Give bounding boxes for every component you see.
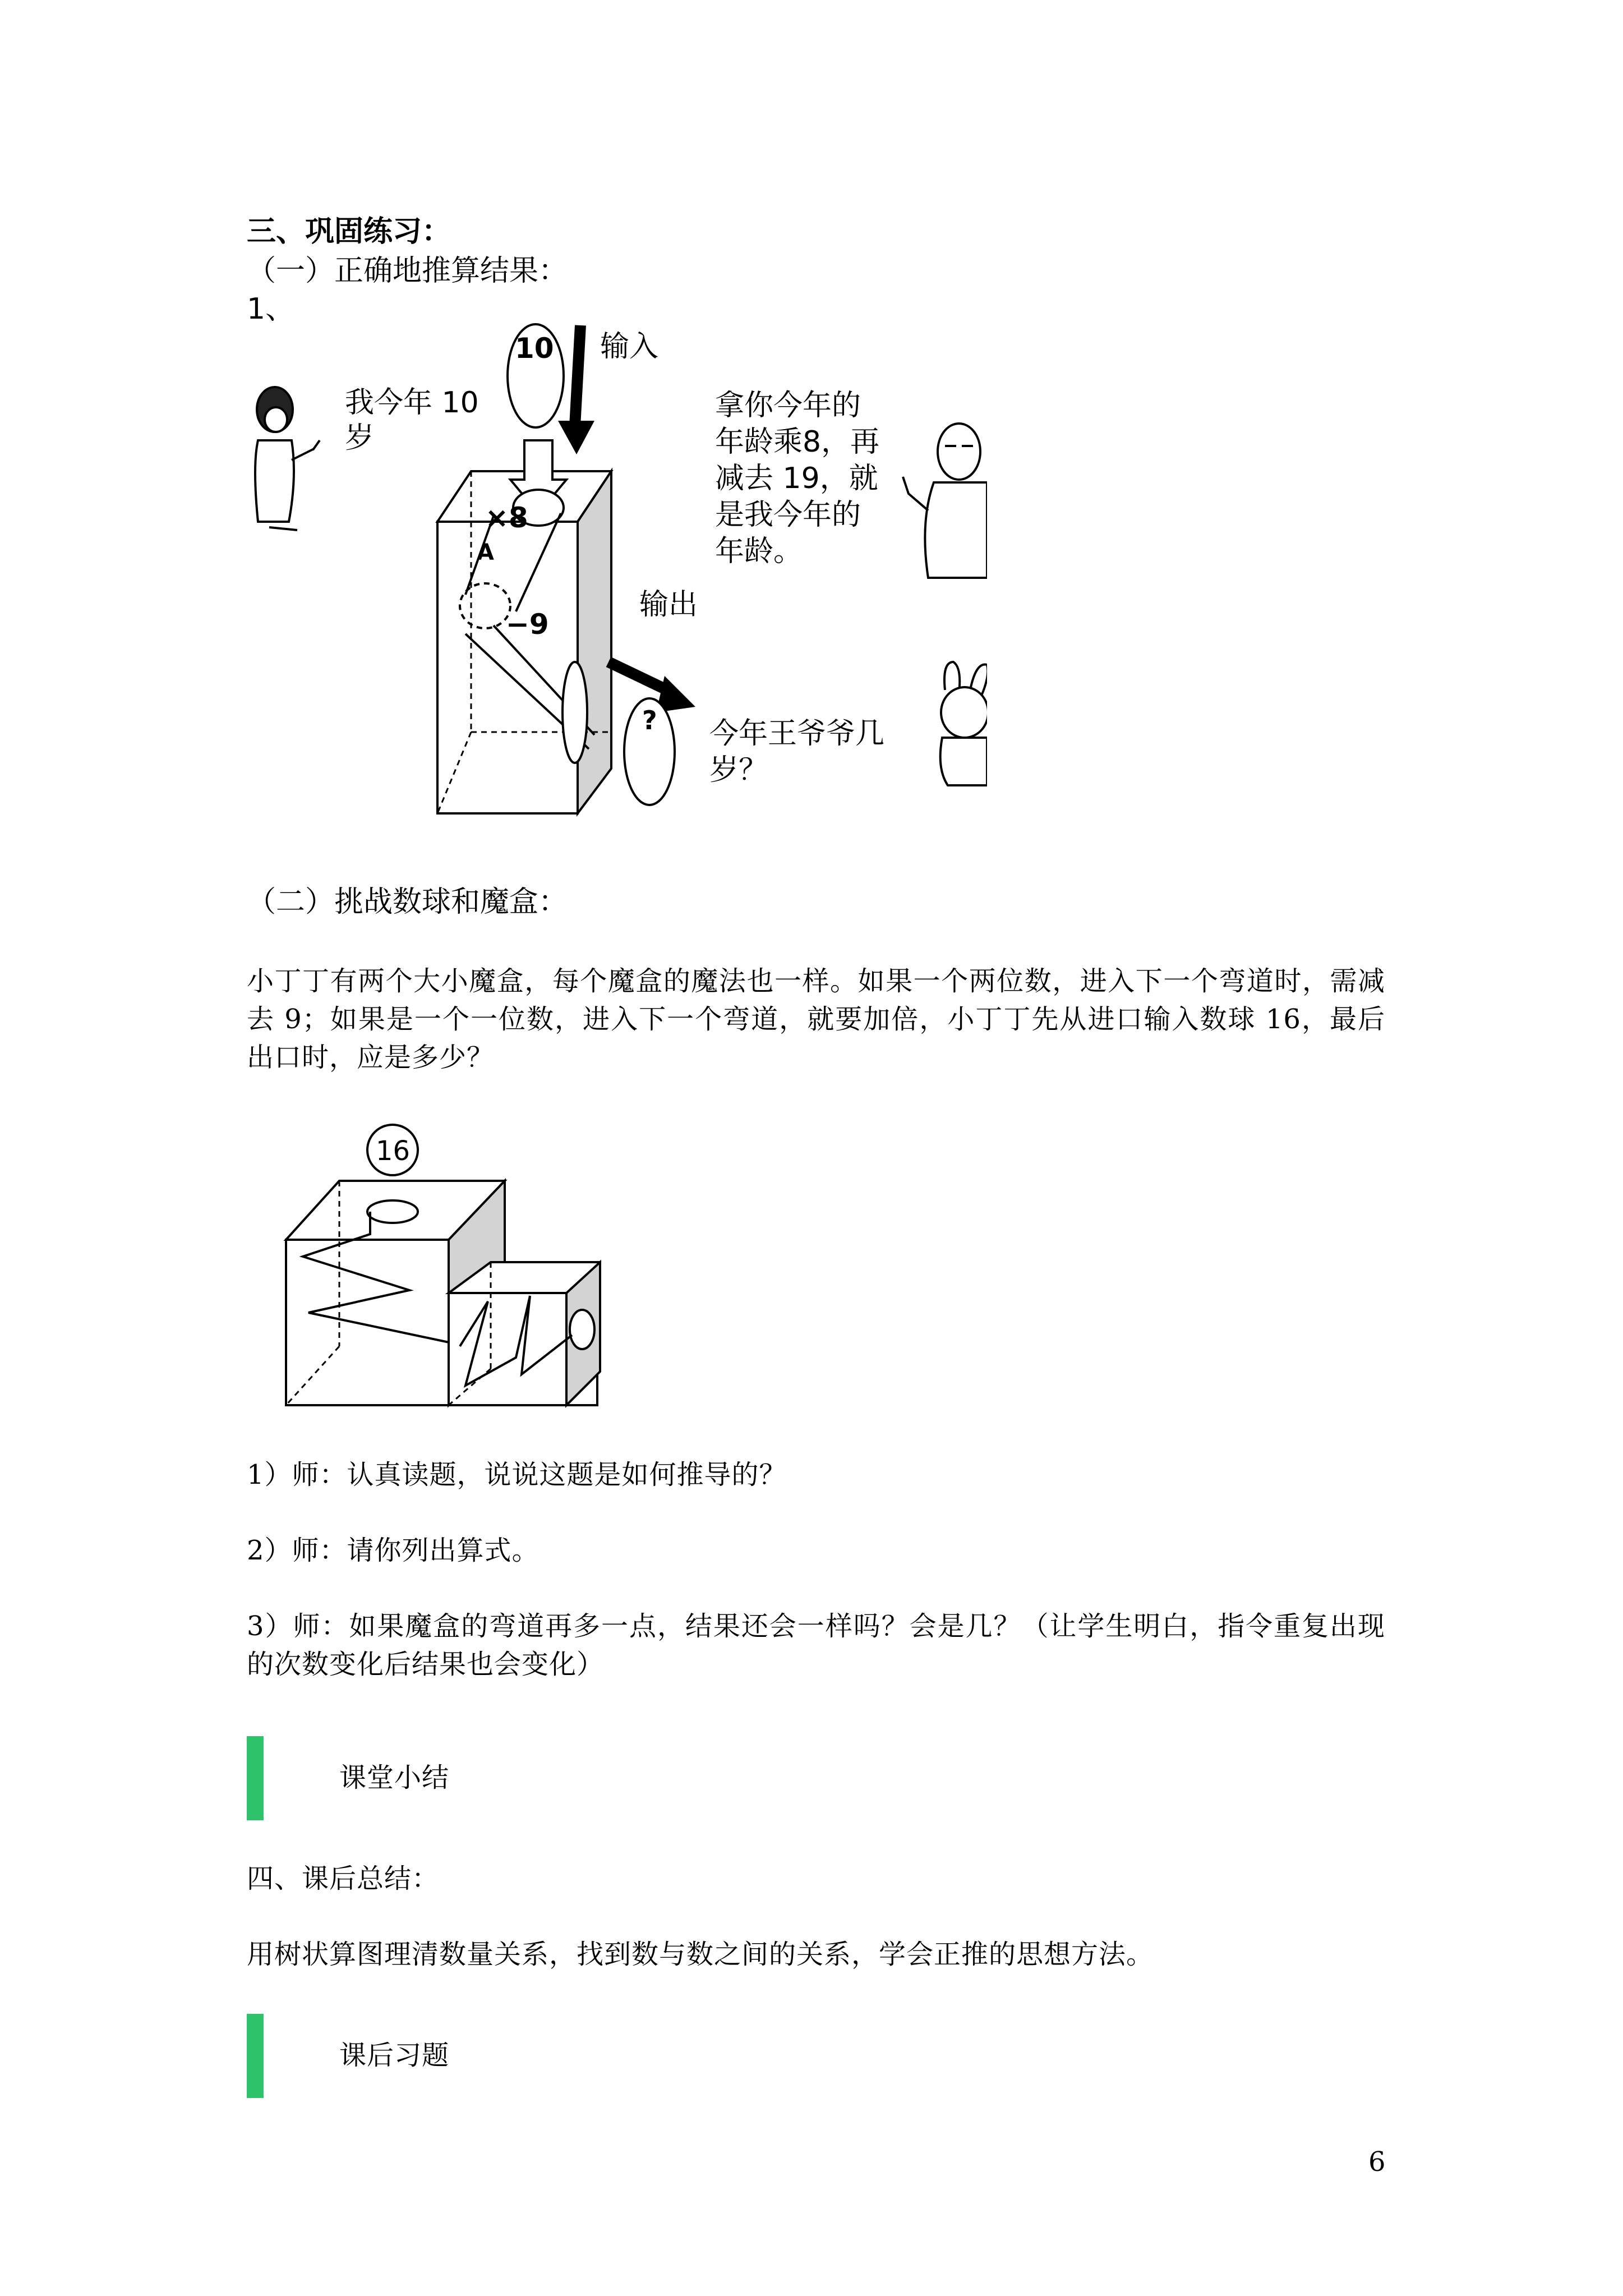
minus-op: −9 bbox=[506, 608, 549, 641]
homework-accent-bar bbox=[247, 2014, 264, 2098]
small-box bbox=[449, 1262, 600, 1405]
homework-heading: 课后习题 bbox=[339, 2040, 450, 2071]
item-number: 1、 bbox=[247, 292, 295, 326]
grandpa-speech-line-5: 年龄。 bbox=[715, 535, 803, 568]
input-label: 输入 bbox=[600, 330, 659, 364]
grandpa-speech-line-1: 拿你今年的 bbox=[715, 389, 861, 422]
unknown-mark: ? bbox=[642, 705, 657, 735]
grandpa-speech-line-3: 减去 19，就 bbox=[715, 462, 878, 495]
section-title: 三、巩固练习： bbox=[247, 215, 451, 249]
multiply-op: ×8 bbox=[485, 501, 528, 534]
input-number: 10 bbox=[515, 332, 554, 365]
figure-age-machine bbox=[247, 320, 987, 841]
summary-heading: 课堂小结 bbox=[339, 1762, 450, 1793]
age-machine-diagram bbox=[247, 320, 987, 841]
page-number: 6 bbox=[1368, 2146, 1386, 2178]
input-arrowhead-icon bbox=[558, 421, 594, 454]
section-4-title: 四、课后总结： bbox=[247, 1863, 440, 1894]
child-speech-line-1: 我今年 10 bbox=[345, 386, 479, 420]
subsection-title-1: （一）正确地推算结果： bbox=[247, 254, 568, 288]
question-1: 1）师：认真读题，说说这题是如何推导的？ bbox=[247, 1459, 787, 1490]
child-illustration bbox=[255, 387, 320, 530]
input-arrow-icon bbox=[575, 325, 580, 426]
problem-text: 小丁丁有两个大小魔盒，每个魔盒的魔法也一样。如果一个两位数，进入下一个弯道时，需减去 9；如果是一个一位数，进入下一个弯道，就要加倍，小丁丁先从进口输入数球 16，最后出口时，应是多少？ bbox=[247, 965, 1385, 1073]
question-3: 3）师：如果魔盒的弯道再多一点，结果还会一样吗？会是几？（让学生明白，指令重复出现的次数变化后结果也会变化） bbox=[247, 1611, 1385, 1680]
grandpa-speech-line-2: 年龄乘8，再 bbox=[715, 425, 880, 459]
grandpa-illustration bbox=[903, 424, 987, 578]
question-2: 2）师：请你列出算式。 bbox=[247, 1535, 540, 1566]
bunny-illustration bbox=[940, 662, 987, 785]
grandpa-speech-line-4: 是我今年的 bbox=[715, 498, 861, 532]
input-number-16: 16 bbox=[376, 1135, 411, 1167]
child-speech-line-2: 岁 bbox=[345, 421, 375, 455]
section-4-text: 用树状算图理清数量关系，找到数与数之间的关系，学会正推的思想方法。 bbox=[247, 1939, 1154, 1970]
question-line-1: 今年王爷爷几 bbox=[709, 717, 885, 751]
question-line-2: 岁？ bbox=[709, 753, 768, 787]
output-label: 输出 bbox=[639, 588, 698, 622]
figure-two-boxes bbox=[275, 1122, 623, 1425]
op-letter: A bbox=[477, 540, 494, 565]
two-boxes-diagram bbox=[275, 1122, 623, 1425]
summary-accent-bar bbox=[247, 1736, 264, 1820]
subsection-title-2: （二）挑战数球和魔盒： bbox=[247, 885, 568, 919]
